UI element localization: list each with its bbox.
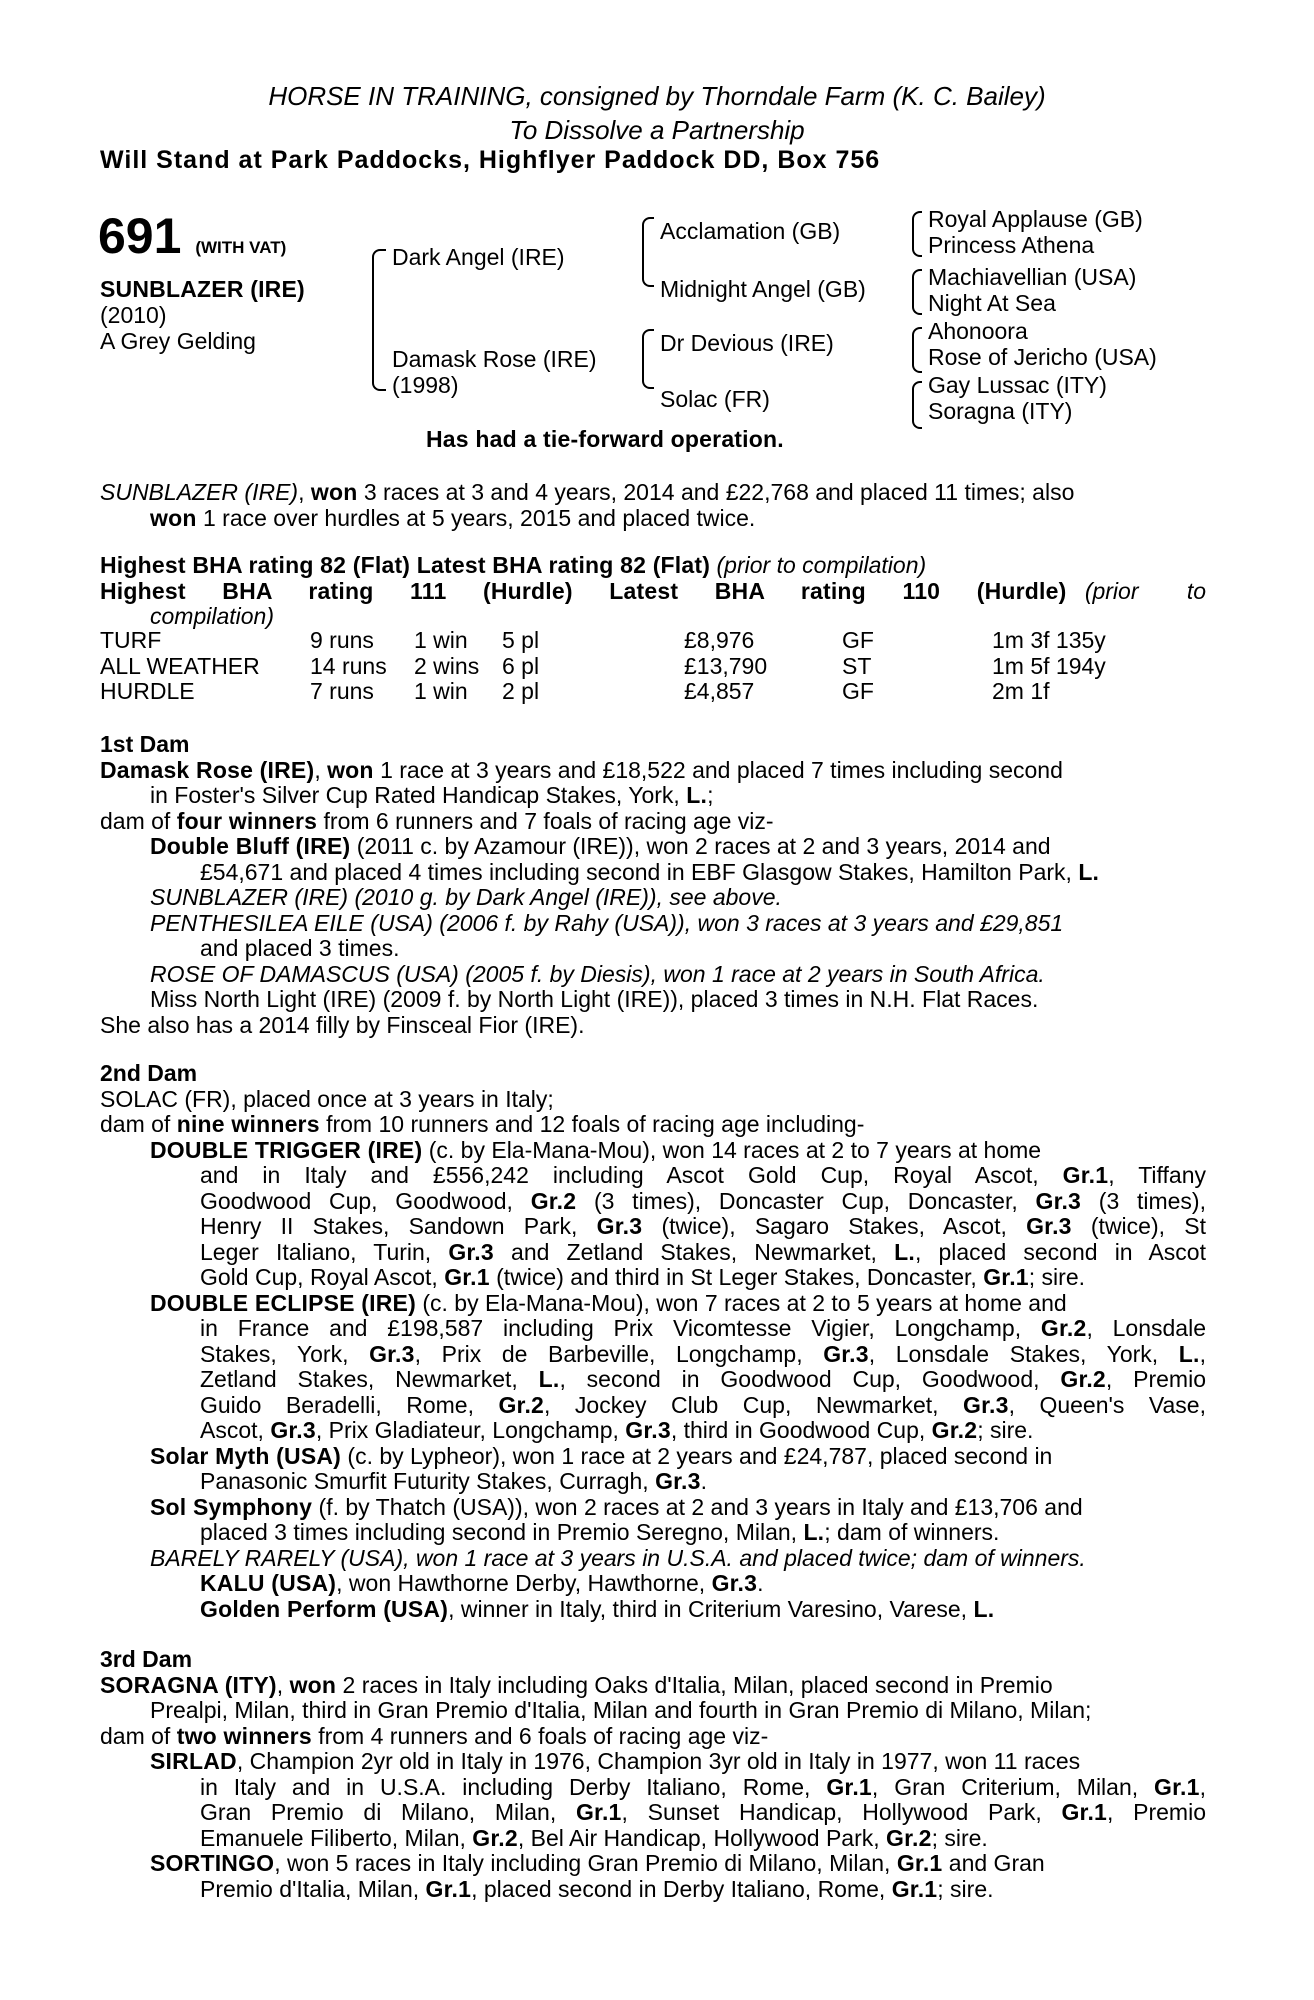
dam: Damask Rose (IRE) (392, 346, 597, 372)
record-cell: £13,790 (684, 652, 768, 679)
record-cell: 7 runs (310, 678, 374, 704)
record-cell: 2 pl (502, 678, 540, 704)
text: , won 5 races in Italy including Gran Premio di Milano, Milan, (274, 1850, 897, 1876)
text: (c. by Ela-Mana-Mou), won 14 races at 2 to 7 years at home (422, 1136, 1042, 1163)
progeny-entry: Miss North Light (IRE) (2009 f. by North Light (IRE)), placed 3 times in N.H. Flat Races. (150, 986, 1039, 1012)
text: Ascot, (200, 1417, 271, 1443)
summary-text: 1 race over hurdles at 5 years, 2015 and placed twice. (196, 504, 756, 531)
grade: Gr.1 (826, 1773, 872, 1800)
summary-horse-name: SUNBLAZER (IRE) (100, 479, 299, 505)
text: , (1199, 1340, 1206, 1367)
listed-label: L. (894, 1238, 915, 1265)
sire-sire-sire: Royal Applause (GB) (928, 206, 1143, 232)
text: , won Hawthorne Derby, Hawthorne, (336, 1570, 712, 1596)
listed-label: L. (973, 1595, 995, 1622)
listed-label: L. (1178, 1340, 1200, 1367)
grade: Gr.3 (963, 1391, 1009, 1418)
text: ; sire. (931, 1824, 988, 1851)
text: 2 races in Italy including Oaks d'Italia, Milan, placed second in Premio (336, 1671, 1053, 1698)
grade: Gr.1 (1061, 1799, 1108, 1825)
text: Guido Beradelli, Rome, (200, 1391, 499, 1418)
consignor-line: HORSE IN TRAINING, consigned by Thorndale Farm (K. C. Bailey) (268, 81, 1046, 111)
rating-note: (prior to compilation) (710, 552, 927, 578)
record-cell: 1m 5f 194y (992, 652, 1106, 679)
grade: Gr.3 (369, 1340, 415, 1367)
text: and in Italy and £556,242 including Ascot Gold Cup, Royal Ascot, (200, 1162, 1063, 1188)
flat-rating: Highest BHA rating 82 (Flat) Latest BHA rating 82 (Flat) (100, 552, 711, 578)
record-cell: 5 pl (502, 627, 540, 653)
text: , (276, 1671, 290, 1698)
record-cell: GF (842, 627, 874, 653)
listed-label: L. (686, 782, 708, 808)
grade: Gr.2 (498, 1391, 545, 1418)
grade: Gr.3 (270, 1417, 316, 1443)
stand-location: Will Stand at Park Paddocks, Highflyer Paddock DD, Box 756 (100, 146, 881, 174)
text: (twice) and third in St Leger Stakes, Doncaster, (489, 1264, 984, 1290)
grade: Gr.3 (823, 1340, 869, 1367)
sire-dam-dam: Night At Sea (928, 290, 1056, 316)
text: Leger Italiano, Turin, (200, 1238, 449, 1265)
sire-dam-sire: Machiavellian (USA) (928, 264, 1137, 290)
grade: Gr.1 (444, 1264, 490, 1290)
text: , (314, 756, 328, 783)
text: , placed second in Derby Italiano, Rome, (471, 1875, 892, 1902)
text: , Gran Criterium, Milan, (871, 1773, 1155, 1800)
pedigree-block (0, 205, 1314, 455)
grade: Gr.1 (983, 1264, 1029, 1290)
pedigree-brace-ds (912, 327, 922, 373)
text: (c. by Ela-Mana-Mou), won 7 races at 2 to 5 years at home and (415, 1289, 1067, 1316)
record-cell: 2m 1f (992, 678, 1050, 704)
text: Prealpi, Milan, third in Gran Premio d'Italia, Milan and fourth in Gran Premio di Milano, Milan; (150, 1697, 1092, 1723)
pedigree-brace-sd (912, 269, 922, 315)
listed-label: L. (803, 1519, 825, 1545)
progeny-name: Sol Symphony (150, 1493, 313, 1520)
text: , Queen's Vase, (1008, 1391, 1206, 1418)
grade: Gr.3 (711, 1570, 758, 1596)
text: , Sunset Handicap, Hollywood Park, (621, 1799, 1062, 1825)
record-cell: TURF (100, 627, 162, 653)
section-title: 3rd Dam (100, 1646, 193, 1672)
text: ; sire. (937, 1875, 994, 1902)
text: (f. by Thatch (USA)), won 2 races at 2 and 3 years in Italy and £13,706 and (312, 1493, 1083, 1520)
record-cell: ST (842, 652, 872, 679)
record-cell: 1 win (414, 678, 468, 704)
text: (3 times), (1081, 1187, 1206, 1214)
grade: Gr.1 (1154, 1773, 1200, 1800)
text: dam of (100, 1111, 177, 1137)
progeny-note: She also has a 2014 filly by Finsceal Fior (IRE). (100, 1011, 585, 1038)
grade: Gr.1 (425, 1875, 472, 1902)
record-cell: 1 win (414, 627, 468, 653)
record-row (100, 628, 1172, 654)
dam-name: SOLAC (FR), placed once at 3 years in Italy; (100, 1085, 554, 1112)
partnership-line: To Dissolve a Partnership (509, 115, 805, 145)
text: , placed second in Ascot (914, 1238, 1206, 1265)
operation-note: Has had a tie-forward operation. (426, 426, 784, 452)
text: , third in Goodwood Cup, (670, 1417, 932, 1443)
progeny-entry: SUNBLAZER (IRE) (2010 g. by Dark Angel (IRE)), see above. (150, 884, 782, 910)
pedigree-brace-main (372, 249, 386, 391)
text: dam of (100, 807, 177, 834)
text: ; dam of winners. (824, 1519, 1000, 1545)
text: ; sire. (977, 1417, 1034, 1443)
text: , Bel Air Handicap, Hollywood Park, (517, 1824, 887, 1851)
record-cell: £4,857 (684, 678, 755, 704)
text: in Foster's Silver Cup Rated Handicap Stakes, York, (150, 782, 687, 808)
summary-won: won (150, 504, 197, 531)
text: dam of (100, 1722, 177, 1749)
grade: Gr.1 (1062, 1162, 1109, 1188)
sire: Dark Angel (IRE) (392, 244, 565, 270)
grade: Gr.2 (1040, 1315, 1087, 1341)
text: from 4 runners and 6 foals of racing age viz- (311, 1722, 769, 1749)
rating-note: (prior to (1084, 577, 1206, 604)
horse-year: (2010) (100, 302, 167, 328)
vat-label: (WITH VAT) (195, 238, 287, 257)
horse-name: SUNBLAZER (IRE) (100, 276, 305, 302)
text: Henry II Stakes, Sandown Park, (200, 1213, 597, 1239)
summary-won: won (310, 479, 358, 505)
section-title: 1st Dam (100, 731, 190, 757)
text: , Jockey Club Cup, Newmarket, (544, 1391, 964, 1418)
ratings-block (100, 553, 1206, 630)
grade: Gr.3 (625, 1417, 671, 1443)
grade: Gr.1 (896, 1850, 943, 1876)
record-cell: HURDLE (100, 678, 195, 704)
dam-name: SORAGNA (ITY) (100, 1671, 277, 1698)
progeny-name: Double Bluff (IRE) (150, 833, 351, 859)
text: , Lonsdale Stakes, York, (868, 1340, 1179, 1367)
record-cell: £8,976 (684, 627, 755, 653)
text: Stakes, York, (200, 1340, 370, 1367)
progeny-name: Golden Perform (USA) (200, 1595, 449, 1622)
winners-count: two winners (176, 1722, 312, 1749)
race-record-table (100, 628, 1172, 705)
listed-label: L. (1078, 858, 1100, 885)
progeny-entry: PENTHESILEA EILE (USA) (2006 f. by Rahy (USA)), won 3 races at 3 years and £29,851 (150, 909, 1064, 936)
hurdle-rating: Highest BHA rating 111 (Hurdle) Latest BHA rating 110 (Hurdle) (100, 577, 1067, 604)
text: , (1199, 1773, 1206, 1800)
record-row (100, 679, 1172, 705)
dam-name: Damask Rose (IRE) (100, 756, 315, 783)
text: Emanuele Filiberto, Milan, (200, 1824, 473, 1851)
horse-description: A Grey Gelding (100, 328, 256, 354)
sire-sire-dam: Princess Athena (928, 232, 1095, 258)
text: , Premio (1107, 1799, 1206, 1825)
grade: Gr.3 (448, 1238, 494, 1265)
progeny-name: SORTINGO (150, 1850, 275, 1876)
record-cell: 6 pl (502, 652, 540, 679)
text: , Premio (1105, 1366, 1206, 1392)
grade: Gr.3 (655, 1468, 701, 1494)
record-row (100, 654, 1172, 680)
progeny-name: DOUBLE ECLIPSE (IRE) (150, 1289, 416, 1316)
first-dam-section (100, 732, 1206, 1038)
third-dam-section (100, 1647, 1206, 1902)
won-label: won (289, 1671, 337, 1698)
grade: Gr.2 (472, 1824, 518, 1851)
text: Goodwood Cup, Goodwood, (200, 1187, 531, 1214)
text: . (700, 1468, 708, 1494)
text: Gold Cup, Royal Ascot, (200, 1264, 445, 1290)
grade: Gr.2 (530, 1187, 577, 1214)
grade: Gr.2 (886, 1824, 932, 1851)
text: . (757, 1570, 764, 1596)
text: , second in Goodwood Cup, Goodwood, (559, 1366, 1061, 1392)
text: £54,671 and placed 4 times including second in EBF Glasgow Stakes, Hamilton Park, (200, 858, 1079, 885)
text: Panasonic Smurfit Futurity Stakes, Curragh, (200, 1468, 656, 1494)
progeny-entry: ROSE OF DAMASCUS (USA) (2005 f. by Diesis), won 1 race at 2 years in South Africa. (150, 960, 1045, 987)
text: from 10 runners and 12 foals of racing age including- (319, 1111, 865, 1137)
lot-number: 691 (WITH VAT) (98, 208, 287, 264)
text: and placed 3 times. (200, 935, 400, 961)
summary-text: , (298, 479, 311, 505)
dam-dam: Solac (FR) (660, 386, 770, 412)
progeny-name: SIRLAD (150, 1748, 237, 1774)
dam-sire: Dr Devious (IRE) (660, 330, 834, 356)
record-cell: ALL WEATHER (100, 652, 260, 679)
progeny-entry: BARELY RARELY (USA), won 1 race at 3 years in U.S.A. and placed twice; dam of winners. (150, 1544, 1086, 1571)
pedigree-brace-sire (642, 217, 654, 287)
text: , Lonsdale (1086, 1315, 1206, 1341)
second-dam-section (100, 1061, 1206, 1622)
text: from 6 runners and 7 foals of racing age viz- (317, 807, 774, 834)
pedigree-brace-dam (642, 329, 654, 389)
text: in France and £198,587 including Prix Vicomtesse Vigier, Longchamp, (200, 1315, 1041, 1341)
grade: Gr.2 (931, 1417, 978, 1443)
text: 1 race at 3 years and £18,522 and placed 7 times including second (373, 756, 1063, 783)
text: (c. by Lypheor), won 1 race at 2 years and £24,787, placed second in (341, 1442, 1053, 1469)
record-cell: 14 runs (310, 652, 387, 679)
dam-year: (1998) (392, 372, 459, 398)
record-cell: GF (842, 678, 874, 704)
grade: Gr.2 (1060, 1366, 1106, 1392)
pedigree-brace-ss (912, 211, 922, 257)
text: , winner in Italy, third in Criterium Varesino, Varese, (448, 1595, 974, 1622)
grade: Gr.3 (1035, 1187, 1082, 1214)
record-cell: 2 wins (414, 652, 480, 679)
winners-count: four winners (176, 807, 318, 834)
record-cell: 1m 3f 135y (992, 627, 1106, 653)
text: (3 times), Doncaster Cup, Doncaster, (576, 1187, 1036, 1214)
won-label: won (327, 756, 374, 783)
text: Premio d'Italia, Milan, (200, 1875, 426, 1902)
grade: Gr.3 (596, 1213, 643, 1239)
text: in Italy and in U.S.A. including Derby Italiano, Rome, (200, 1773, 827, 1800)
winners-count: nine winners (176, 1111, 320, 1137)
text: and Gran (942, 1850, 1045, 1876)
text: , Prix de Barbeville, Longchamp, (414, 1340, 824, 1367)
text: ; (707, 782, 714, 808)
progeny-name: KALU (USA) (200, 1570, 337, 1596)
text: Gran Premio di Milano, Milan, (200, 1799, 576, 1825)
text: , Tiffany (1108, 1162, 1206, 1188)
dam-sire-sire: Ahonoora (928, 318, 1028, 344)
text: (2011 c. by Azamour (IRE)), won 2 races at 2 and 3 years, 2014 and (350, 833, 1051, 859)
dam-dam-dam: Soragna (ITY) (928, 398, 1073, 424)
grade: Gr.3 (1026, 1213, 1072, 1239)
text: (twice), St (1071, 1213, 1206, 1239)
summary-text: 3 races at 3 and 4 years, 2014 and £22,768 and placed 11 times; also (357, 479, 1075, 505)
sire-dam: Midnight Angel (GB) (660, 276, 866, 302)
dam-dam-sire: Gay Lussac (ITY) (928, 372, 1107, 398)
text: (twice), Sagaro Stakes, Ascot, (642, 1213, 1027, 1239)
text: , Champion 2yr old in Italy in 1976, Champion 3yr old in Italy in 1977, won 11 races (236, 1748, 1081, 1774)
text: ; sire. (1028, 1264, 1086, 1290)
record-cell: 9 runs (310, 627, 374, 653)
section-title: 2nd Dam (100, 1060, 198, 1086)
rating-note: compilation) (150, 603, 274, 629)
text: , Prix Gladiateur, Longchamp, (315, 1417, 626, 1443)
progeny-name: DOUBLE TRIGGER (IRE) (150, 1136, 423, 1163)
dam-sire-dam: Rose of Jericho (USA) (928, 344, 1157, 370)
grade: Gr.1 (575, 1799, 622, 1825)
text: and Zetland Stakes, Newmarket, (493, 1238, 895, 1265)
sire-sire: Acclamation (GB) (660, 218, 841, 244)
grade: Gr.1 (891, 1875, 938, 1902)
progeny-name: Solar Myth (USA) (150, 1442, 342, 1469)
text: placed 3 times including second in Premio Seregno, Milan, (200, 1519, 804, 1545)
text: Zetland Stakes, Newmarket, (200, 1366, 539, 1392)
pedigree-brace-dd (912, 381, 922, 429)
race-summary (100, 480, 1206, 531)
listed-label: L. (538, 1366, 560, 1392)
